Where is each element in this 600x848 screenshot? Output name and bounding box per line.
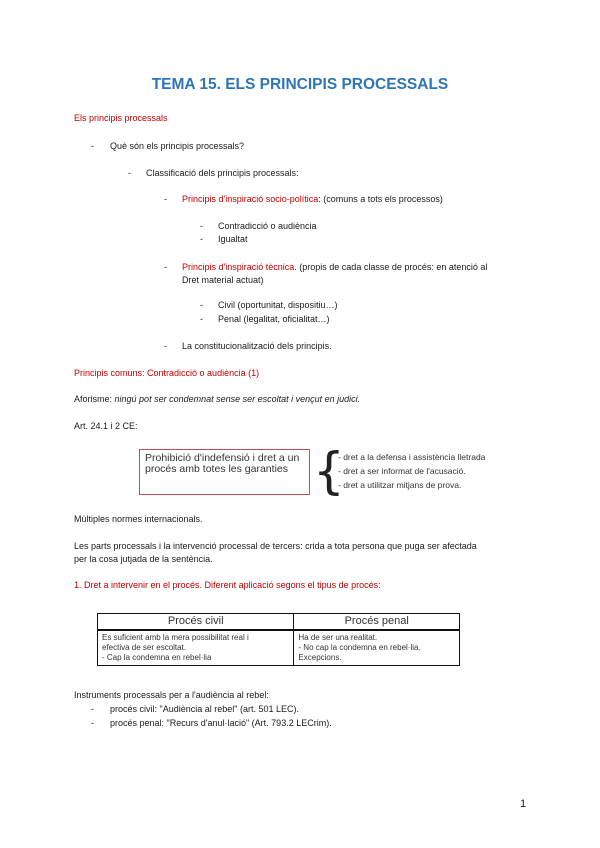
section-heading-intervenir: 1. Dret a intervenir en el procés. Diferent aplicació segons el tipus de procés:	[74, 580, 381, 590]
civil-line: efectiva de ser escoltat.	[102, 643, 187, 652]
art-reference: Art. 24.1 i 2 CE:	[74, 421, 138, 431]
penal-line: Excepcions.	[298, 653, 342, 662]
aforisme-label: Aforisme:	[74, 394, 113, 404]
section-heading-principis: Els principis processals	[74, 113, 168, 123]
indefensio-box: Prohibició d'indefensió i dret a un procés amb totes les garanties	[139, 449, 310, 495]
aforisme-line	[74, 394, 360, 404]
penal-line: Ha de ser una realitat.	[298, 633, 378, 642]
civil-line: Es suficient amb la mera possibilitat real i	[102, 633, 249, 642]
bullet-dash: -	[91, 141, 94, 151]
tecnica-item: Penal (legalitat, oficialitat…)	[218, 314, 330, 324]
civil-line: - Cap la condemna en rebel·lia	[102, 653, 212, 662]
instrument-item: procés penal: "Recurs d'anul·lació" (Art. 793.2 LECrim).	[110, 718, 332, 728]
socio-politica-desc: : (comuns a tots els processos)	[318, 194, 443, 204]
classification-line: Classificació dels principis processals:	[146, 168, 299, 178]
bullet-dash: -	[164, 262, 167, 272]
civil-cell	[98, 630, 294, 666]
bullet-dash: -	[200, 234, 203, 244]
right-list-item: - dret a la defensa i assistència lletrada	[338, 452, 486, 462]
bullet-dash: -	[164, 194, 167, 204]
page-number: 1	[520, 798, 527, 810]
instruments-line: Instruments processals per a l'audiència al rebel:	[74, 690, 269, 700]
right-list-item: - dret a ser informat de l'acusació.	[338, 466, 466, 476]
tecnica-label: Principis d'inspiració tècnica	[182, 262, 295, 272]
parts-line-2: per la cosa jutjada de la sentència.	[74, 554, 213, 564]
aforisme-text: ningú pot ser condemnat sense ser escoltat i vençut en judici.	[114, 394, 361, 404]
section-heading-comuns: Principis comuns: Contradicció o audiència (1)	[74, 368, 260, 378]
proces-table	[97, 613, 460, 666]
parts-line-1: Les parts processals i la intervenció processal de tercers: crida a tota persona que puga ser afectada	[74, 541, 477, 551]
right-list-item: - dret a utilitzar mitjans de prova.	[338, 480, 462, 490]
table-header-penal: Procés penal	[294, 614, 460, 631]
bullet-dash: -	[200, 221, 203, 231]
penal-cell	[294, 630, 460, 666]
bullet-dash: -	[91, 704, 94, 714]
constitucional-line: La constitucionalització dels principis.	[182, 341, 332, 351]
tecnica-desc-cont: Dret material actuat)	[182, 275, 264, 285]
question-what-are: Què són els principis processals?	[110, 141, 245, 151]
socio-politica-line	[182, 194, 443, 204]
socio-item: Contradicció o audiència	[218, 221, 317, 231]
tecnica-line	[182, 262, 487, 272]
bullet-dash: -	[164, 341, 167, 351]
bullet-dash: -	[200, 300, 203, 310]
penal-line: - No cap la condemna en rebel·lia.	[298, 643, 421, 652]
bullet-dash: -	[200, 314, 203, 324]
normes-line: Múltiples normes internacionals.	[74, 514, 203, 524]
tecnica-item: Civil (oportunitat, dispositiu…)	[218, 300, 338, 310]
page-title: TEMA 15. ELS PRINCIPIS PROCESSALS	[151, 76, 449, 93]
brace-symbol: {	[313, 442, 345, 500]
socio-item: Igualtat	[218, 234, 248, 244]
bullet-dash: -	[128, 168, 131, 178]
table-header-civil: Procés civil	[98, 614, 294, 631]
instrument-item: procés civil: "Audiència al rebel" (art. 501 LEC).	[110, 704, 299, 714]
tecnica-desc: . (propis de cada classe de procés: en atenció al	[294, 262, 488, 272]
bullet-dash: -	[91, 718, 94, 728]
socio-politica-label: Principis d'inspiració socio-política	[182, 194, 319, 204]
